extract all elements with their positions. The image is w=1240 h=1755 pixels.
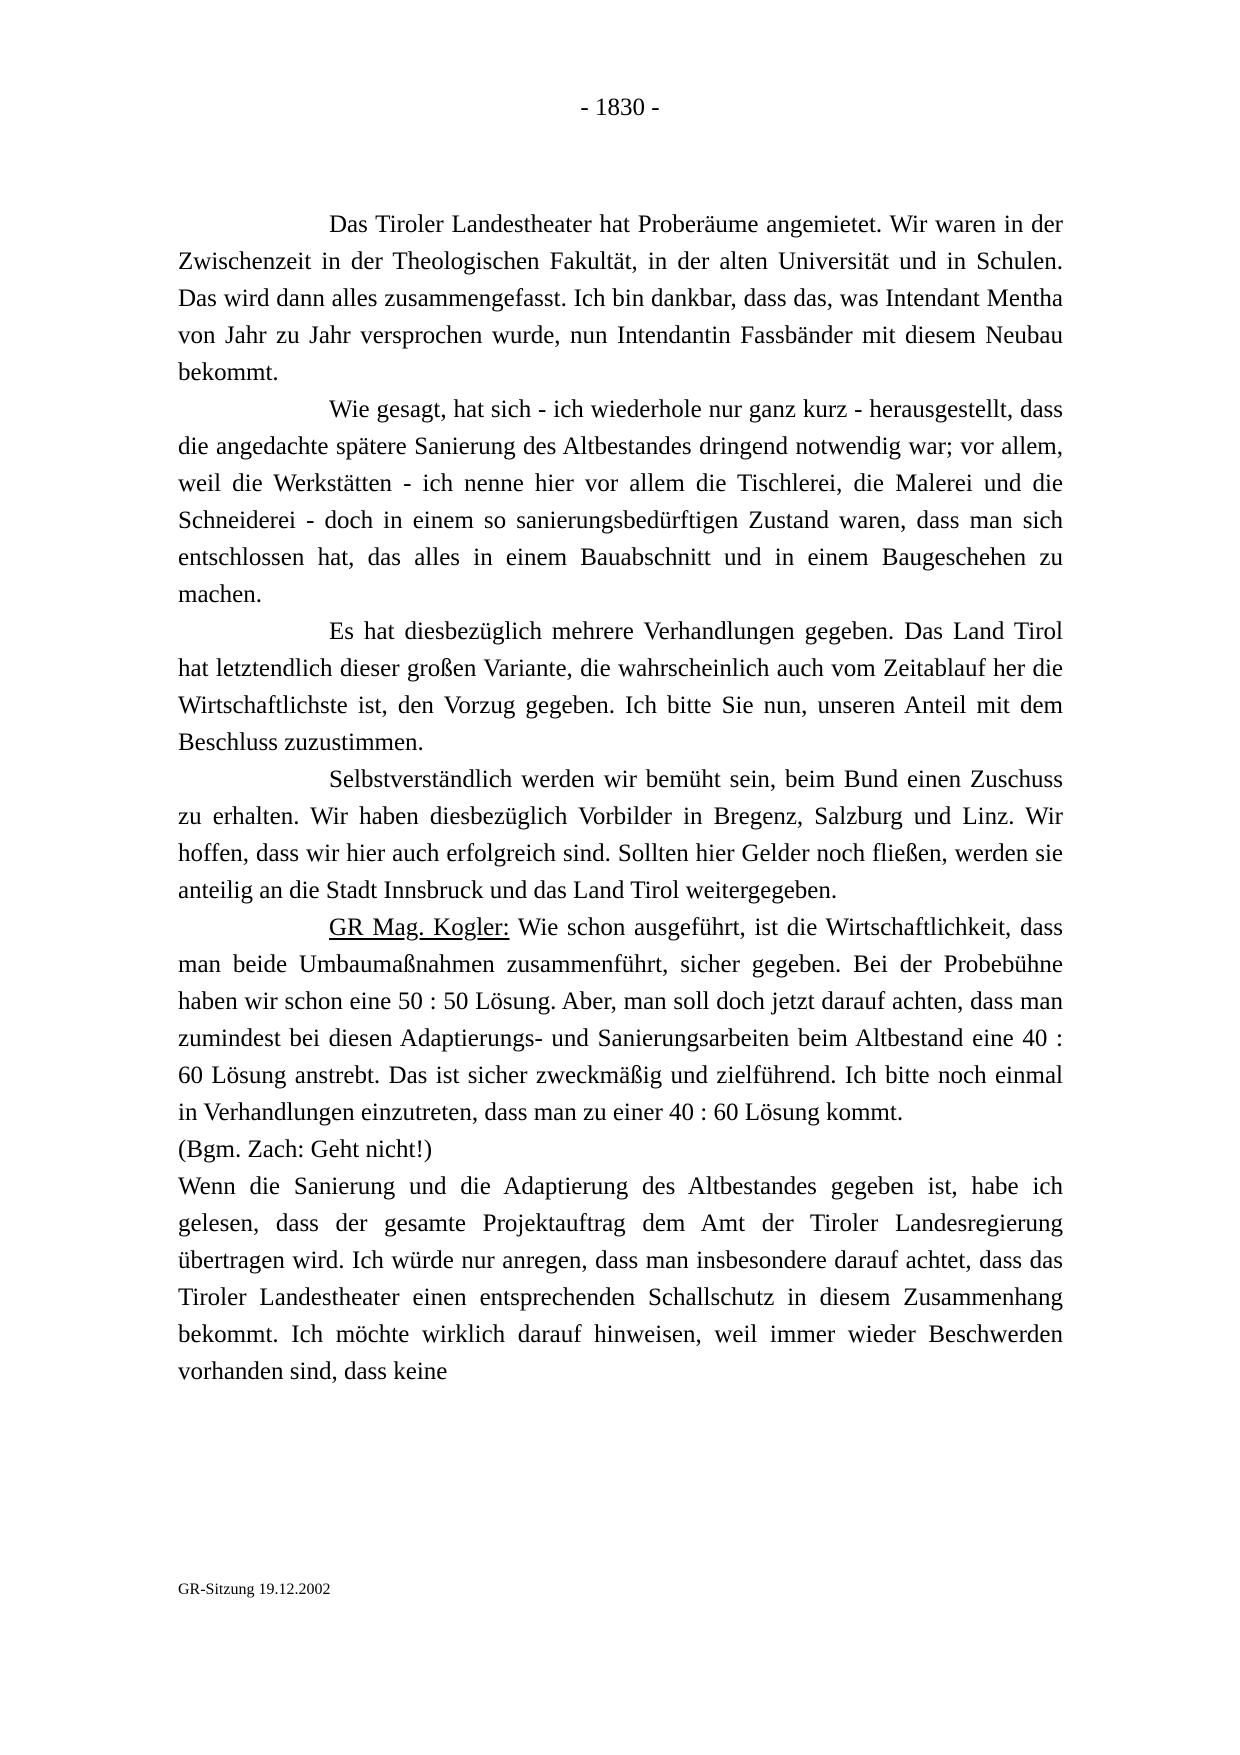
- paragraph-4: Selbstverständlich werden wir bemüht sein, beim Bund einen Zuschuss zu erhalten. Wir haben diesbezüglich Vorbilder in Bregenz, Salzburg und Linz. Wir hoffen, dass wir hier auch erfolgreich sind. Sollten hier Gelder noch fließen, werden sie anteilig an die Stadt Innsbruck und das Land Tirol weitergegeben.: [178, 766, 1063, 904]
- speech-text: Wie schon ausgeführt, ist die Wirtschaftlichkeit, dass man beide Umbaumaßnahmen zusammenführt, sicher gegeben. Bei der Probebühne haben wir schon eine 50 : 50 Lösung. Aber, man soll doch jetzt darauf achten, dass man zumindest bei diesen Adaptierungs- und Sanierungsarbeiten beim Altbestand eine 40 : 60 Lösung anstrebt. Das ist sicher zweckmäßig und zielführend. Ich bitte noch einmal in Verhandlungen einzutreten, dass man zu einer 40 : 60 Lösung kommt.: [178, 914, 1063, 1126]
- speaker-label: GR Mag. Kogler:: [329, 914, 510, 941]
- interjection: (Bgm. Zach: Geht nicht!): [178, 1136, 433, 1163]
- paragraph-3: Es hat diesbezüglich mehrere Verhandlungen gegeben. Das Land Tirol hat letztendlich dieser großen Variante, die wahrscheinlich auch vom Zeitablauf her die Wirtschaftlichste ist, den Vorzug gegeben. Ich bitte Sie nun, unseren Anteil mit dem Beschluss zuzustimmen.: [178, 618, 1063, 756]
- page-number: - 1830 -: [580, 94, 660, 121]
- paragraph-1: Das Tiroler Landestheater hat Proberäume angemietet. Wir waren in der Zwischenzeit in der Theologischen Fakultät, in der alten Universität und in Schulen. Das wird dann alles zusammengefasst. Ich bin dankbar, dass das, was Intendant Mentha von Jahr zu Jahr versprochen wurde, nun Intendantin Fassbänder mit diesem Neubau bekommt.: [178, 211, 1063, 386]
- paragraph-6: Wenn die Sanierung und die Adaptierung des Altbestandes gegeben ist, habe ich gelesen, dass der gesamte Projektauftrag dem Amt der Tiroler Landesregierung übertragen wird. Ich würde nur anregen, dass man insbesondere darauf achtet, dass das Tiroler Landestheater einen entsprechenden Schallschutz in diesem Zusammenhang bekommt. Ich möchte wirklich darauf hinweisen, weil immer wieder Beschwerden vorhanden sind, dass keine: [178, 1173, 1063, 1385]
- paragraph-5: [178, 909, 1063, 1131]
- document-body: [178, 206, 1063, 1390]
- paragraph-2: Wie gesagt, hat sich - ich wiederhole nur ganz kurz - herausgestellt, dass die angedachte spätere Sanierung des Altbestandes dringend notwendig war; vor allem, weil die Werkstätten - ich nenne hier vor allem die Tischlerei, die Malerei und die Schneiderei - doch in einem so sanierungsbedürftigen Zustand waren, dass man sich entschlossen hat, das alles in einem Bauabschnitt und in einem Baugeschehen zu machen.: [178, 396, 1063, 608]
- footer-session-date: GR-Sitzung 19.12.2002: [178, 1581, 331, 1598]
